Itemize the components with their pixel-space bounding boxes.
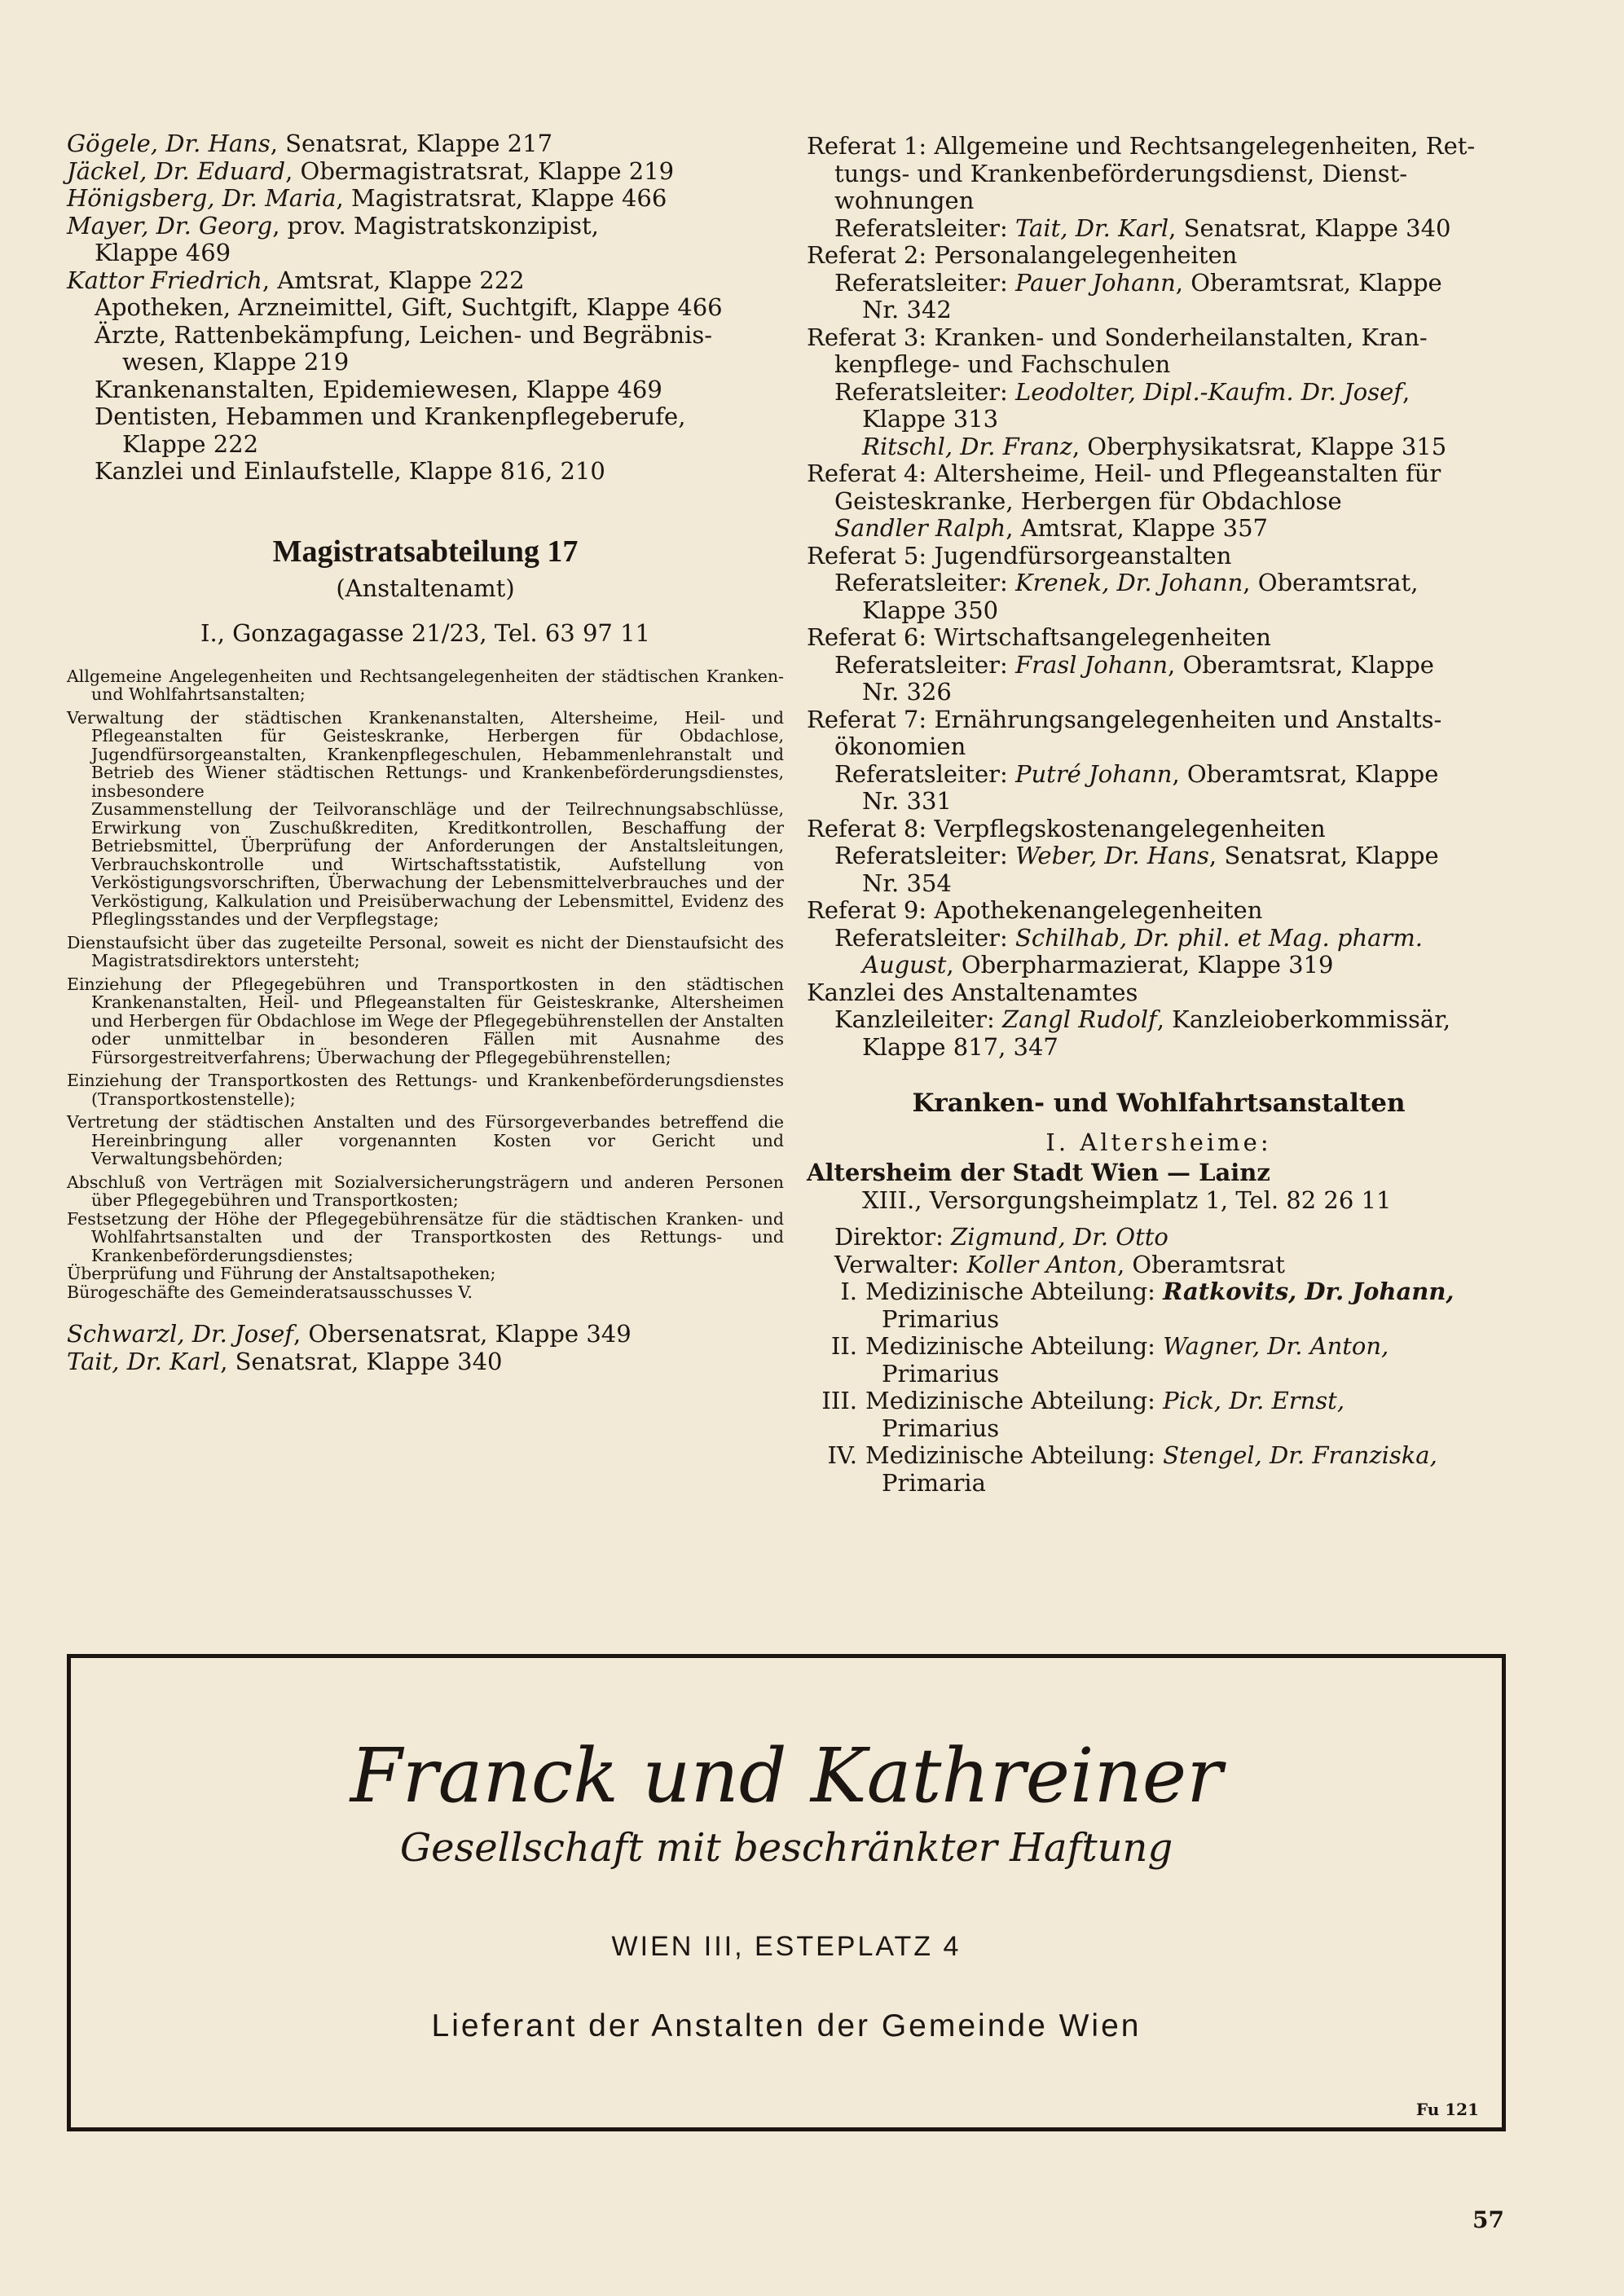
paragraph: Einziehung der Transportkosten des Rettungs- und Krankenbeförderungsdienstes (Transportkostenstelle); (67, 1071, 784, 1109)
duty-line: Ärzte, Rattenbekämpfung, Leichen- und Begräbnis- (95, 320, 713, 349)
referat-head-line: Sandler Ralph, Amtsrat, Klappe 357 (834, 514, 1268, 542)
section-address: I., Gonzagagasse 21/23, Tel. 63 97 11 (200, 619, 650, 647)
duty-line: Klappe 222 (122, 429, 259, 458)
duty-line: Kanzlei und Einlaufstelle, Klappe 816, 210 (95, 457, 605, 485)
referat-line: Referat 7: Ernährungsangelegenheiten und Anstalts- (807, 705, 1442, 733)
ad-subline: Gesellschaft mit beschränkter Haftung (399, 1825, 1173, 1871)
referat-head-line: Referatsleiter: Leodolter, Dipl.-Kaufm. Dr. Josef, (834, 377, 1411, 406)
referat-line: Klappe 313 (862, 405, 999, 433)
referat-line: Nr. 354 (862, 869, 952, 897)
referat-line: Klappe 350 (862, 596, 999, 624)
left-column (67, 130, 784, 1375)
paragraph: Bürogeschäfte des Gemeinderatsausschusses V. (67, 1282, 473, 1302)
paragraph: Überprüfung und Führung der Anstaltsapotheken; (67, 1264, 496, 1283)
duty-line: Dentisten, Hebammen und Krankenpflegeberufe, (95, 402, 686, 430)
duty-line: Apotheken, Arzneimittel, Gift, Suchtgift, Klappe 466 (95, 293, 723, 321)
paragraph: Einziehung der Pflegegebühren und Transportkosten in den städtischen Krankenanstalten, Heil- und Pflegeanstalten für Geisteskranke, Altersheimen und Herbergen für Obdachlose im Wege der Pflegegebührenstellen der Anstalten oder unmittelbar in besonderen Fällen mit Ausnahme des Fürsorgestreitverfahrens; Überwachung der Pflegegebührenstellen; (67, 974, 784, 1067)
section-title: Magistratsabteilung 17 (272, 534, 579, 569)
staff-line: Jäckel, Dr. Eduard, Obermagistratsrat, Klappe 219 (67, 156, 675, 185)
ad-brand: Franck und Kathreiner (350, 1732, 1223, 1819)
staff-line: Klappe 469 (95, 239, 231, 266)
home-address: XIII., Versorgungsheimplatz 1, Tel. 82 26 11 (862, 1185, 1392, 1214)
dept-line: II. Medizinische Abteilung: Wagner, Dr. Anton, (830, 1332, 1389, 1360)
referat-head-line: Referatsleiter: Tait, Dr. Karl, Senatsrat, Klappe 340 (834, 213, 1451, 242)
page-number: 57 (1472, 2206, 1504, 2233)
ad-code: Fu 121 (1415, 2100, 1479, 2119)
subheading-altersheime: I. Altersheime: (1045, 1128, 1272, 1156)
referat-line: Ritschl, Dr. Franz, Oberphysikatsrat, Klappe 315 (862, 432, 1447, 460)
referat-line: Nr. 326 (862, 678, 952, 706)
referat-line: Referat 6: Wirtschaftsangelegenheiten (807, 623, 1271, 651)
referat-line: kenpflege- und Fachschulen (834, 350, 1171, 378)
referat-line: Referat 8: Verpflegskostenangelegenheiten (807, 814, 1326, 842)
dept-line: I. Medizinische Abteilung: Ratkovits, Dr. Johann, (840, 1278, 1455, 1305)
staff-line: Mayer, Dr. Georg, prov. Magistratskonzipist, (67, 211, 599, 240)
referat-line: August, Oberpharmazierat, Klappe 319 (862, 951, 1334, 979)
referat-head-line: Referatsleiter: Pauer Johann, Oberamtsrat, Klappe (834, 268, 1442, 297)
referat-line: Nr. 342 (862, 296, 952, 323)
referat-line: Referat 2: Personalangelegenheiten (807, 241, 1238, 269)
referat-head-line: Referatsleiter: Frasl Johann, Oberamtsrat, Klappe (834, 650, 1434, 679)
staff-line: Hönigsberg, Dr. Maria, Magistratsrat, Klappe 466 (67, 184, 667, 212)
dept-role: Primaria (882, 1468, 986, 1497)
paragraph: Abschluß von Verträgen mit Sozialversicherungsträgern und anderen Personen über Pflegegebühren und Transportkosten; (67, 1172, 784, 1210)
referat-head-line: Referatsleiter: Putré Johann, Oberamtsrat, Klappe (834, 759, 1439, 788)
section-subtitle: (Anstaltenamt) (336, 574, 515, 602)
paragraph: Verwaltung der städtischen Krankenanstalten, Altersheime, Heil- und Pflegeanstalten für Geisteskranke, Herbergen für Obdachlose, Jugendfürsorgeanstalten, Krankenpflegeschulen, Hebammenlehranstalt und Betrieb des Wiener städtischen Rettungs- und Krankenbeförderungsdienstes, insbesondere (67, 707, 784, 801)
staff-line: Gögele, Dr. Hans, Senatsrat, Klappe 217 (67, 130, 553, 157)
referat-line: Referat 4: Altersheime, Heil- und Pflegeanstalten für (807, 460, 1441, 487)
kanzlei-line: Klappe 817, 347 (862, 1032, 1058, 1061)
paragraph: Zusammenstellung der Teilvoranschläge und der Teilrechnungsabschlüsse, Erwirkung von Zuschußkrediten, Kreditkontrollen, Beschaffung der Betriebsmittel, Überprüfung der Anforderungen der Anstaltsleitungen, Verbrauchskontrolle und Wirtschaftsstatistik, Aufstellung von Verköstigungsvorschriften, Überwachung der Lebensmittelverbrauches und der Verköstigung, Kalkulation und Preisüberwachung der Lebensmittel, Evidenz des Pfleglingsstandes und der Verpflegstage; (91, 799, 784, 929)
kanzlei-head-line: Kanzleileiter: Zangl Rudolf, Kanzleioberkommissär, (834, 1005, 1451, 1033)
responsibilities-text (67, 667, 784, 1302)
dept-line: III. Medizinische Abteilung: Pick, Dr. Ernst, (821, 1387, 1345, 1414)
advertisement-box (67, 1654, 1506, 2131)
director-line: Direktor: Zigmund, Dr. Otto (834, 1223, 1168, 1251)
referat-line: Referat 1: Allgemeine und Rechtsangelegenheiten, Ret- (807, 132, 1476, 160)
duty-line: Krankenanstalten, Epidemiewesen, Klappe 469 (95, 375, 662, 403)
paragraph: Vertretung der städtischen Anstalten und des Fürsorgeverbandes betreffend die Hereinbringung aller vorgenannten Kosten vor Gericht und Verwaltungsbehörden; (67, 1112, 784, 1168)
dept-role: Primarius (882, 1414, 1000, 1442)
referat-line: ökonomien (834, 732, 966, 760)
referat-head-line: Referatsleiter: Krenek, Dr. Johann, Oberamtsrat, (834, 569, 1419, 596)
paragraph: Dienstaufsicht über das zugeteilte Personal, soweit es nicht der Dienstaufsicht des Magistratsdirektors untersteht; (67, 932, 784, 970)
dept-line: IV. Medizinische Abteilung: Stengel, Dr. Franziska, (827, 1441, 1437, 1469)
ad-supplier: Lieferant der Anstalten der Gemeinde Wien (431, 2008, 1142, 2043)
referat-line: Referat 9: Apothekenangelegenheiten (807, 896, 1263, 924)
referat-head-line: Referatsleiter: Weber, Dr. Hans, Senatsrat, Klappe (834, 842, 1439, 869)
heading-institutions: Kranken- und Wohlfahrtsanstalten (912, 1089, 1406, 1118)
referat-line: Geisteskranke, Herbergen für Obdachlose (834, 486, 1342, 515)
referat-line: Nr. 331 (862, 787, 952, 815)
paragraph: Festsetzung der Höhe der Pflegegebührensätze für die städtischen Kranken- und Wohlfahrtsanstalten und der Transportkosten des Rettungs- und Krankenbeförderungsdienstes; (67, 1208, 784, 1265)
referat-line: wohnungen (834, 187, 975, 214)
staff-line: Schwarzl, Dr. Josef, Obersenatsrat, Klappe 349 (67, 1320, 632, 1348)
referat-head-line: Referatsleiter: Schilhab, Dr. phil. et Mag. pharm. (834, 923, 1423, 952)
ad-address: WIEN III, ESTEPLATZ 4 (611, 1931, 962, 1962)
admin-line: Verwalter: Koller Anton, Oberamtsrat (834, 1250, 1285, 1278)
referat-line: Referat 3: Kranken- und Sonderheilanstalten, Kran- (807, 323, 1428, 351)
right-column (807, 133, 1511, 1497)
referat-line: tungs- und Krankenbeförderungsdienst, Dienst- (834, 159, 1408, 187)
home-title: Altersheim der Stadt Wien — Lainz (807, 1159, 1270, 1186)
kanzlei-line: Kanzlei des Anstaltenamtes (807, 978, 1138, 1006)
dept-role: Primarius (882, 1359, 1000, 1388)
staff-line: Tait, Dr. Karl, Senatsrat, Klappe 340 (67, 1347, 503, 1375)
referat-line: Referat 5: Jugendfürsorgeanstalten (807, 541, 1232, 570)
duty-line: wesen, Klappe 219 (122, 348, 350, 376)
staff-line: Kattor Friedrich, Amtsrat, Klappe 222 (67, 266, 525, 294)
paragraph: Allgemeine Angelegenheiten und Rechtsangelegenheiten der städtischen Kranken- und Wohlfahrtsanstalten; (67, 666, 784, 704)
dept-role: Primarius (882, 1304, 1000, 1333)
